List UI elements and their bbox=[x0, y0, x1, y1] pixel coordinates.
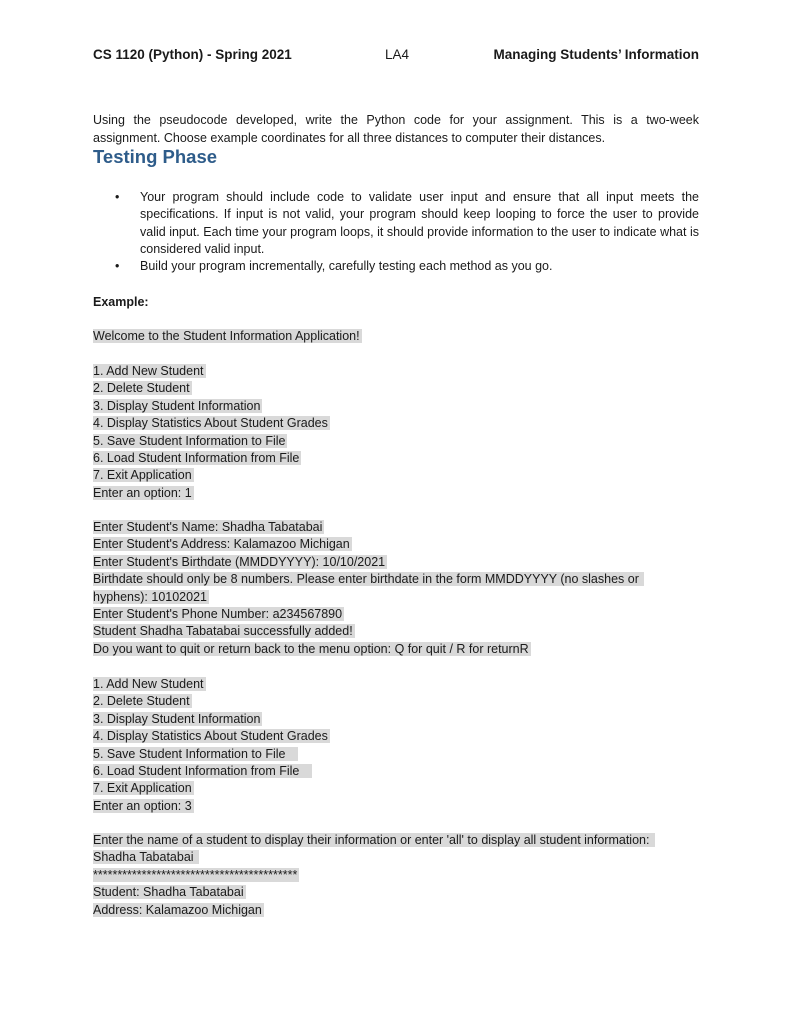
intro-paragraph: Using the pseudocode developed, write the Python code for your assignment. This is a two-week assignment. Choose example coordinates for all three distances to computer their distances. bbox=[93, 113, 699, 145]
console-line: 5. Save Student Information to File bbox=[93, 433, 286, 448]
assignment-code: LA4 bbox=[385, 47, 410, 62]
console-line: Enter Student's Address: Kalamazoo Michigan bbox=[93, 537, 350, 552]
document-title: Managing Students’ Information bbox=[493, 47, 699, 62]
console-line: Enter Student's Birthdate (MMDDYYYY): 10/10/2021 bbox=[93, 554, 386, 569]
console-line: Address: Kalamazoo Michigan bbox=[93, 902, 262, 917]
console-line: 7. Exit Application bbox=[93, 781, 192, 796]
console-menu-1 bbox=[93, 363, 703, 502]
console-line: Do you want to quit or return back to the menu option: Q for quit / R for returnR bbox=[93, 641, 529, 656]
course-name: CS 1120 (Python) - Spring 2021 bbox=[93, 47, 292, 62]
console-line: Enter Student's Name: Shadha Tabatabai bbox=[93, 520, 323, 534]
console-line: 1. Add New Student bbox=[93, 364, 204, 378]
console-line: 4. Display Statistics About Student Grades bbox=[93, 416, 328, 431]
console-add-student bbox=[93, 519, 703, 658]
console-line: 3. Display Student Information bbox=[93, 711, 261, 726]
console-line: Birthdate should only be 8 numbers. Please enter birthdate in the form MMDDYYYY (no slashes or bbox=[93, 572, 643, 587]
console-line: Student Shadha Tabatabai successfully added! bbox=[93, 624, 353, 639]
bullet-text: Build your program incrementally, carefully testing each method as you go. bbox=[140, 259, 553, 274]
console-line: 4. Display Statistics About Student Grades bbox=[93, 729, 328, 744]
console-welcome bbox=[93, 328, 703, 345]
console-line: Welcome to the Student Information Application! bbox=[93, 329, 360, 343]
bullet-icon: • bbox=[115, 190, 120, 204]
console-line: 6. Load Student Information from File bbox=[93, 450, 300, 465]
section-heading: Testing Phase bbox=[93, 146, 218, 167]
console-line: Student: Shadha Tabatabai bbox=[93, 885, 244, 900]
console-line: Enter an option: 1 bbox=[93, 485, 192, 500]
console-line: 7. Exit Application bbox=[93, 468, 192, 483]
console-line: 6. Load Student Information from File bbox=[93, 763, 310, 778]
console-display-student bbox=[93, 832, 703, 919]
requirements-list bbox=[93, 189, 699, 275]
console-line: 1. Add New Student bbox=[93, 677, 204, 691]
console-line: 3. Display Student Information bbox=[93, 398, 261, 413]
console-line: Shadha Tabatabai bbox=[93, 850, 198, 865]
console-line: Enter the name of a student to display their information or enter 'all' to display all student information: bbox=[93, 833, 653, 847]
list-item bbox=[93, 258, 699, 275]
console-line: Enter Student's Phone Number: a234567890 bbox=[93, 606, 343, 621]
bullet-icon: • bbox=[115, 259, 120, 274]
console-line: hyphens): 10102021 bbox=[93, 589, 207, 604]
console-menu-2 bbox=[93, 676, 703, 815]
console-line: 5. Save Student Information to File bbox=[93, 746, 296, 761]
console-line: Enter an option: 3 bbox=[93, 798, 192, 813]
console-line: 2. Delete Student bbox=[93, 381, 190, 396]
list-item bbox=[93, 189, 699, 258]
console-line: 2. Delete Student bbox=[93, 694, 190, 709]
page-header bbox=[93, 47, 699, 67]
example-label: Example: bbox=[93, 295, 149, 309]
console-line: ****************************************** bbox=[93, 867, 298, 882]
bullet-text: Your program should include code to validate user input and ensure that all input meets the specifications. If input is not valid, your program should keep looping to force the user to provide valid input. Each time your program loops, it should provide information to the user to indicate what is considered valid input. bbox=[140, 190, 699, 256]
